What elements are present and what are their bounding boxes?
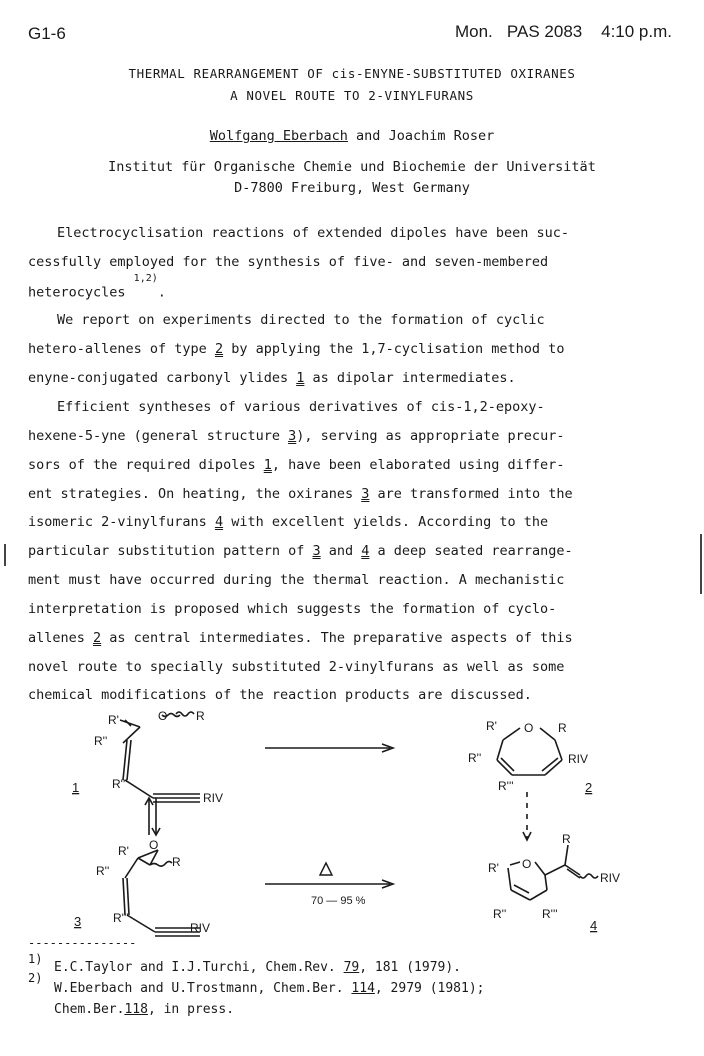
label-r2: R'': [94, 734, 108, 748]
affiliation-line-1: Institut für Organische Chemie und Biochemie der Universität: [108, 159, 596, 175]
margin-mark-left: [4, 544, 6, 566]
para3-line1: Efficient syntheses of various derivatives of cis-1,2-epoxy-: [57, 399, 545, 415]
footnote-ref-2: W.Eberbach and U.Trostmann, Chem.Ber. 114, 2979 (1981);: [54, 981, 485, 996]
label-r: R: [558, 721, 567, 735]
label-r1: R': [118, 844, 129, 858]
label-r3: R''': [113, 911, 129, 925]
para3-line9: allenes 2 as central intermediates. The preparative aspects of this: [28, 630, 573, 646]
footnote-rule: ---------------: [28, 936, 137, 950]
compound-ref-4: 4: [214, 514, 224, 530]
compound-label-3: 3: [74, 914, 82, 929]
footnote-number-2: 2): [28, 971, 43, 985]
label-r3: R''': [498, 779, 514, 793]
margin-mark-right: [700, 534, 702, 594]
label-r4: RIV: [203, 791, 224, 805]
label-furan-o: O: [522, 857, 532, 871]
label-r1: R': [488, 861, 499, 875]
compound-label-2: 2: [585, 780, 593, 795]
para3-line11: chemical modifications of the reaction products are discussed.: [28, 687, 532, 703]
equilibrium-arrow: [145, 798, 160, 835]
label-r: R: [172, 855, 181, 869]
para3-line5: isomeric 2-vinylfurans 4 with excellent yields. According to the: [28, 514, 549, 530]
para3-line10: novel route to specially substituted 2-vinylfurans as well as some: [28, 659, 565, 675]
para1-line1: Electrocyclisation reactions of extended dipoles have been suc-: [57, 225, 570, 241]
label-r2: R'': [96, 864, 110, 878]
ref-superscript: 1,2): [133, 273, 158, 284]
para3-line8: interpretation is proposed which suggests the formation of cyclo-: [28, 601, 557, 617]
footnote-ref-3: Chem.Ber.118, in press.: [54, 1002, 235, 1017]
footnote-number-1: 1): [28, 952, 43, 966]
para2-line1: We report on experiments directed to the formation of cyclic: [57, 312, 545, 328]
label-r4: RIV: [600, 871, 621, 885]
para3-line7: ment must have occurred during the thermal reaction. A mechanistic: [28, 572, 565, 588]
compound-ref-4: 4: [361, 543, 370, 559]
arrow-1-to-2: [265, 744, 393, 752]
label-r1: R': [486, 719, 497, 733]
compound-ref-1: 1: [263, 457, 272, 473]
compound-ref-3: 3: [361, 486, 370, 502]
compound-ref-2: 2: [214, 341, 224, 357]
session-info: Mon. PAS 2083 4:10 p.m.: [454, 22, 672, 41]
para1-line3: heterocycles $^{1,2)}$.: [28, 273, 166, 301]
compound-ref-1: 1: [296, 370, 305, 386]
compound-ref-3: 3: [312, 543, 321, 559]
label-r: R: [196, 709, 205, 723]
label-ring-o: O: [524, 721, 534, 735]
label-r4: RIV: [568, 752, 589, 766]
para2-line3: enyne-conjugated carbonyl ylides 1 as dipolar intermediates.: [28, 370, 516, 386]
label-r2: R'': [493, 907, 507, 921]
para3-line4: ent strategies. On heating, the oxiranes 3 are transformed into the: [28, 486, 573, 502]
compound-4-structure: [508, 845, 598, 900]
yield-label: 70 — 95 %: [311, 895, 366, 907]
compound-label-1: 1: [72, 780, 80, 795]
para1-line2: cessfully employed for the synthesis of five- and seven-membered: [28, 254, 549, 270]
label-r3: R''': [542, 907, 558, 921]
arrow-2-to-4: [523, 792, 531, 840]
label-r2: R'': [468, 751, 482, 765]
reaction-scheme: [0, 700, 704, 940]
compound-2-structure: [497, 728, 562, 775]
label-r1: R': [108, 713, 119, 727]
para2-line2: hetero-allenes of type 2 by applying the 1,7-cyclisation method to: [28, 341, 565, 357]
title-line-2: A NOVEL ROUTE TO 2-VINYLFURANS: [230, 88, 474, 103]
author-eberbach: Wolfgang Eberbach: [209, 128, 348, 144]
para3-line2: hexene-5-yne (general structure 3), serving as appropriate precur-: [28, 428, 565, 444]
author-roser: Joachim Roser: [388, 128, 495, 144]
compound-1-structure: [120, 712, 200, 802]
title-line-1: THERMAL REARRANGEMENT OF cis-ENYNE-SUBSTITUTED OXIRANES: [128, 66, 576, 81]
para3-line3: sors of the required dipoles 1, have been elaborated using differ-: [28, 457, 565, 473]
label-ylide-o: O: [158, 709, 168, 723]
page-code: G1-6: [28, 24, 66, 43]
affiliation-line-2: D-7800 Freiburg, West Germany: [234, 180, 470, 196]
label-r: R: [562, 832, 571, 846]
author-connector: and: [347, 128, 389, 144]
label-oxirane-o: O: [149, 838, 159, 852]
para3-line6: particular substitution pattern of 3 and 4 a deep seated rearrange-: [28, 543, 573, 559]
authors: [0, 128, 704, 144]
footnote-ref-1: E.C.Taylor and I.J.Turchi, Chem.Rev. 79, 181 (1979).: [54, 960, 461, 975]
compound-label-4: 4: [590, 918, 598, 933]
compound-ref-2: 2: [93, 630, 102, 646]
label-r4: RIV: [190, 921, 211, 935]
label-r3: R''': [112, 777, 128, 791]
arrow-3-to-4: [265, 863, 393, 888]
compound-ref-3: 3: [288, 428, 297, 444]
compound-3-structure: [123, 850, 200, 936]
